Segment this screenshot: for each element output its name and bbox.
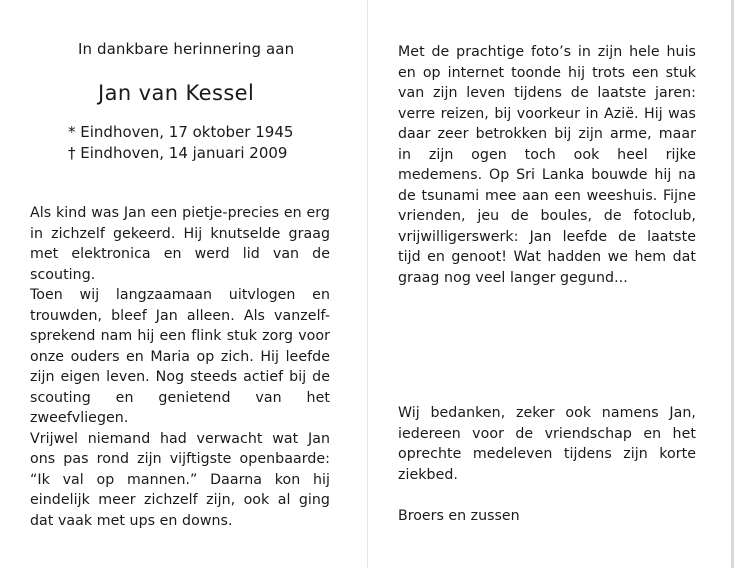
left-body xyxy=(30,203,330,531)
right-body xyxy=(398,42,696,288)
thanks-text xyxy=(398,403,696,485)
paragraph-childhood: Als kind was Jan een pietje-precies en erg in zichzelf gekeerd. Hij knutselde graag met elektronica en werd lid van de scouting. xyxy=(30,205,330,283)
intro-text: In dankbare herinnering aan xyxy=(78,40,295,58)
card-fold-line xyxy=(367,0,368,568)
paragraph-coming-out: Vrijwel niemand had verwacht wat Jan ons pas rond zijn vijftigste openbaarde: “Ik val op mannen.” Daarna kon hij eindelijk meer zichzelf zijn, ook al ging dat vaak met ups en downs. xyxy=(30,430,330,529)
left-panel xyxy=(30,0,330,568)
life-dates xyxy=(68,122,293,164)
paragraph-thanks: Wij bedanken, zeker ook namens Jan, iedereen voor de vriendschap en het oprechte medeleven tijdens zijn korte ziekbed. xyxy=(398,405,696,483)
signature: Broers en zussen xyxy=(398,508,520,524)
death-line: † Eindhoven, 14 januari 2009 xyxy=(68,144,288,162)
paragraph-family: Toen wij langzaamaan uitvlogen en trouwden, bleef Jan alleen. Als vanzelf-sprekend nam hij een flink stuk zorg voor onze ouders en Maria op zich. Hij leefde zijn eigen leven. Nog steeds actief bij de scouting en genietend van het zweefvliegen. xyxy=(30,287,330,426)
paragraph-travels: Met de prachtige foto’s in zijn hele huis en op internet toonde hij trots een stuk van zijn leven tijdens de laatste jaren: verre reizen, bij voorkeur in Azië. Hij was daar zeer betrokken bij zijn arme, maar in zijn ogen toch ook heel rijke medemens. Op Sri Lanka bouwde hij na de tsunami mee aan een weeshuis. Fijne vrienden, jeu de boules, de fotoclub, vrijwilligerswerk: Jan leefde de laatste tijd en genoot! Wat hadden we hem dat graag nog veel langer gegund... xyxy=(398,44,696,286)
card-edge xyxy=(731,0,734,568)
deceased-name: Jan van Kessel xyxy=(98,81,255,105)
birth-line: * Eindhoven, 17 oktober 1945 xyxy=(68,123,294,141)
right-panel xyxy=(398,0,696,568)
